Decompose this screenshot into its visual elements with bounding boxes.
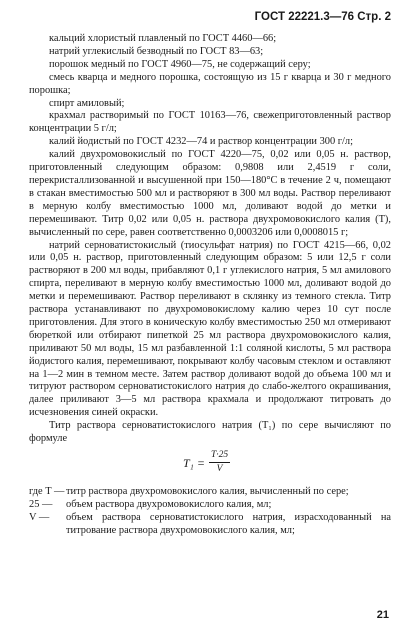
definition-text: объем раствора двухромовокислого калия, мл;: [66, 498, 272, 510]
formula-intro: Титр раствора серноватистокислого натрия (T₁) по сере вычисляют по формуле: [29, 420, 391, 445]
definition-row: [29, 499, 391, 512]
reagent-item: порошок медный по ГОСТ 4960—75, не содержащий серу;: [49, 58, 311, 70]
reagent-item: смесь кварца и медного порошка, состоящую из 15 г кварца и 30 г медного порошка;: [29, 71, 391, 96]
definition-term: где T —: [29, 486, 65, 497]
definition-term: 25 —: [29, 498, 53, 510]
reagent-item-potassium-dichromate: калий двухромовокислый по ГОСТ 4220—75, 0,02 или 0,05 н. раствор, приготовленный следующим образом: 0,9808 или 2,4519 г соли, перекристаллизованной и высушенной при 150—180°С в течение 2 ч, помещают в стакан вместимостью 500 мл и растворяют в 300 мл воды. Раствор переливают в мерную колбу вместимостью 1000 мл, доливают водой до метки и перемешивают. Титр 0,02 или 0,05 н. раствора двухромовокислого калия (Т), вычисленный по сере, равен соответственно 0,0003206 или 0,0008015 г;: [29, 149, 391, 238]
definition-term: V —: [29, 511, 50, 523]
document-body: [29, 33, 391, 538]
running-header: ГОСТ 22221.3—76 Стр. 2: [254, 11, 391, 23]
reagent-item: натрий углекислый безводный по ГОСТ 83—63;: [49, 45, 264, 57]
reagent-item: калий йодистый по ГОСТ 4232—74 и раствор концентрации 300 г/л;: [49, 136, 353, 148]
reagent-item: кальций хлористый плавленый по ГОСТ 4460—66;: [49, 33, 277, 44]
formula-fraction: [209, 449, 230, 476]
definition-row: [29, 512, 391, 538]
formula-lhs: T₁ =: [183, 456, 205, 470]
formula-definitions: [29, 486, 391, 538]
page-number: 21: [376, 609, 389, 621]
reagent-item: спирт амиловый;: [49, 97, 125, 109]
definition-text: титр раствора двухромовокислого калия, вычисленный по сере;: [66, 486, 349, 497]
formula-denominator: V: [216, 463, 223, 474]
definition-text: объем раствора серноватистокислого натрия, израсходованный на титрование раствора двухромовокислого калия, мл;: [66, 511, 391, 536]
reagent-item: крахмал растворимый по ГОСТ 10163—76, свежеприготовленный раствор концентрации 5 г/л;: [29, 110, 391, 135]
definition-row: [29, 486, 391, 499]
reagent-item-sodium-thiosulfate: натрий серноватистокислый (тиосульфат натрия) по ГОСТ 4215—66, 0,02 или 0,05 н. раствор, приготовленный следующим образом: 5 или 12,5 г соли растворяют в 200 мл воды, прибавляют 0,1 г углекислого натрия, 5 мл амилового спирта, переливают в мерную колбу вместимостью 1000 мл, доливают водой до метки и перемешивают. Раствор переливают в склянку из темного стекла. Титр раствора устанавливают по двухромовокислому калию через 10 сут после приготовления. Для этого в коническую колбу вместимостью 250 мл отмеривают бюреткой или отбирают пипеткой 25 мл раствора двухромовокислого калия, приливают 50 мл воды, 15 мл разбавленной 1:1 соляной кислоты, 5 мл раствора йодистого калия, перемешивают, покрывают колбу часовым стеклом и оставляют на 1—2 мин в темном месте. Затем раствор доливают водой до объема 100 мл и титруют раствором серноватистокислого натрия до слабо-желтого окрашивания, далее приливают 3—5 мл раствора крахмала и продолжают титровать до исчезновения синей окраски.: [29, 239, 391, 419]
titer-formula: [29, 446, 391, 484]
formula-numerator: T·25: [209, 449, 230, 463]
